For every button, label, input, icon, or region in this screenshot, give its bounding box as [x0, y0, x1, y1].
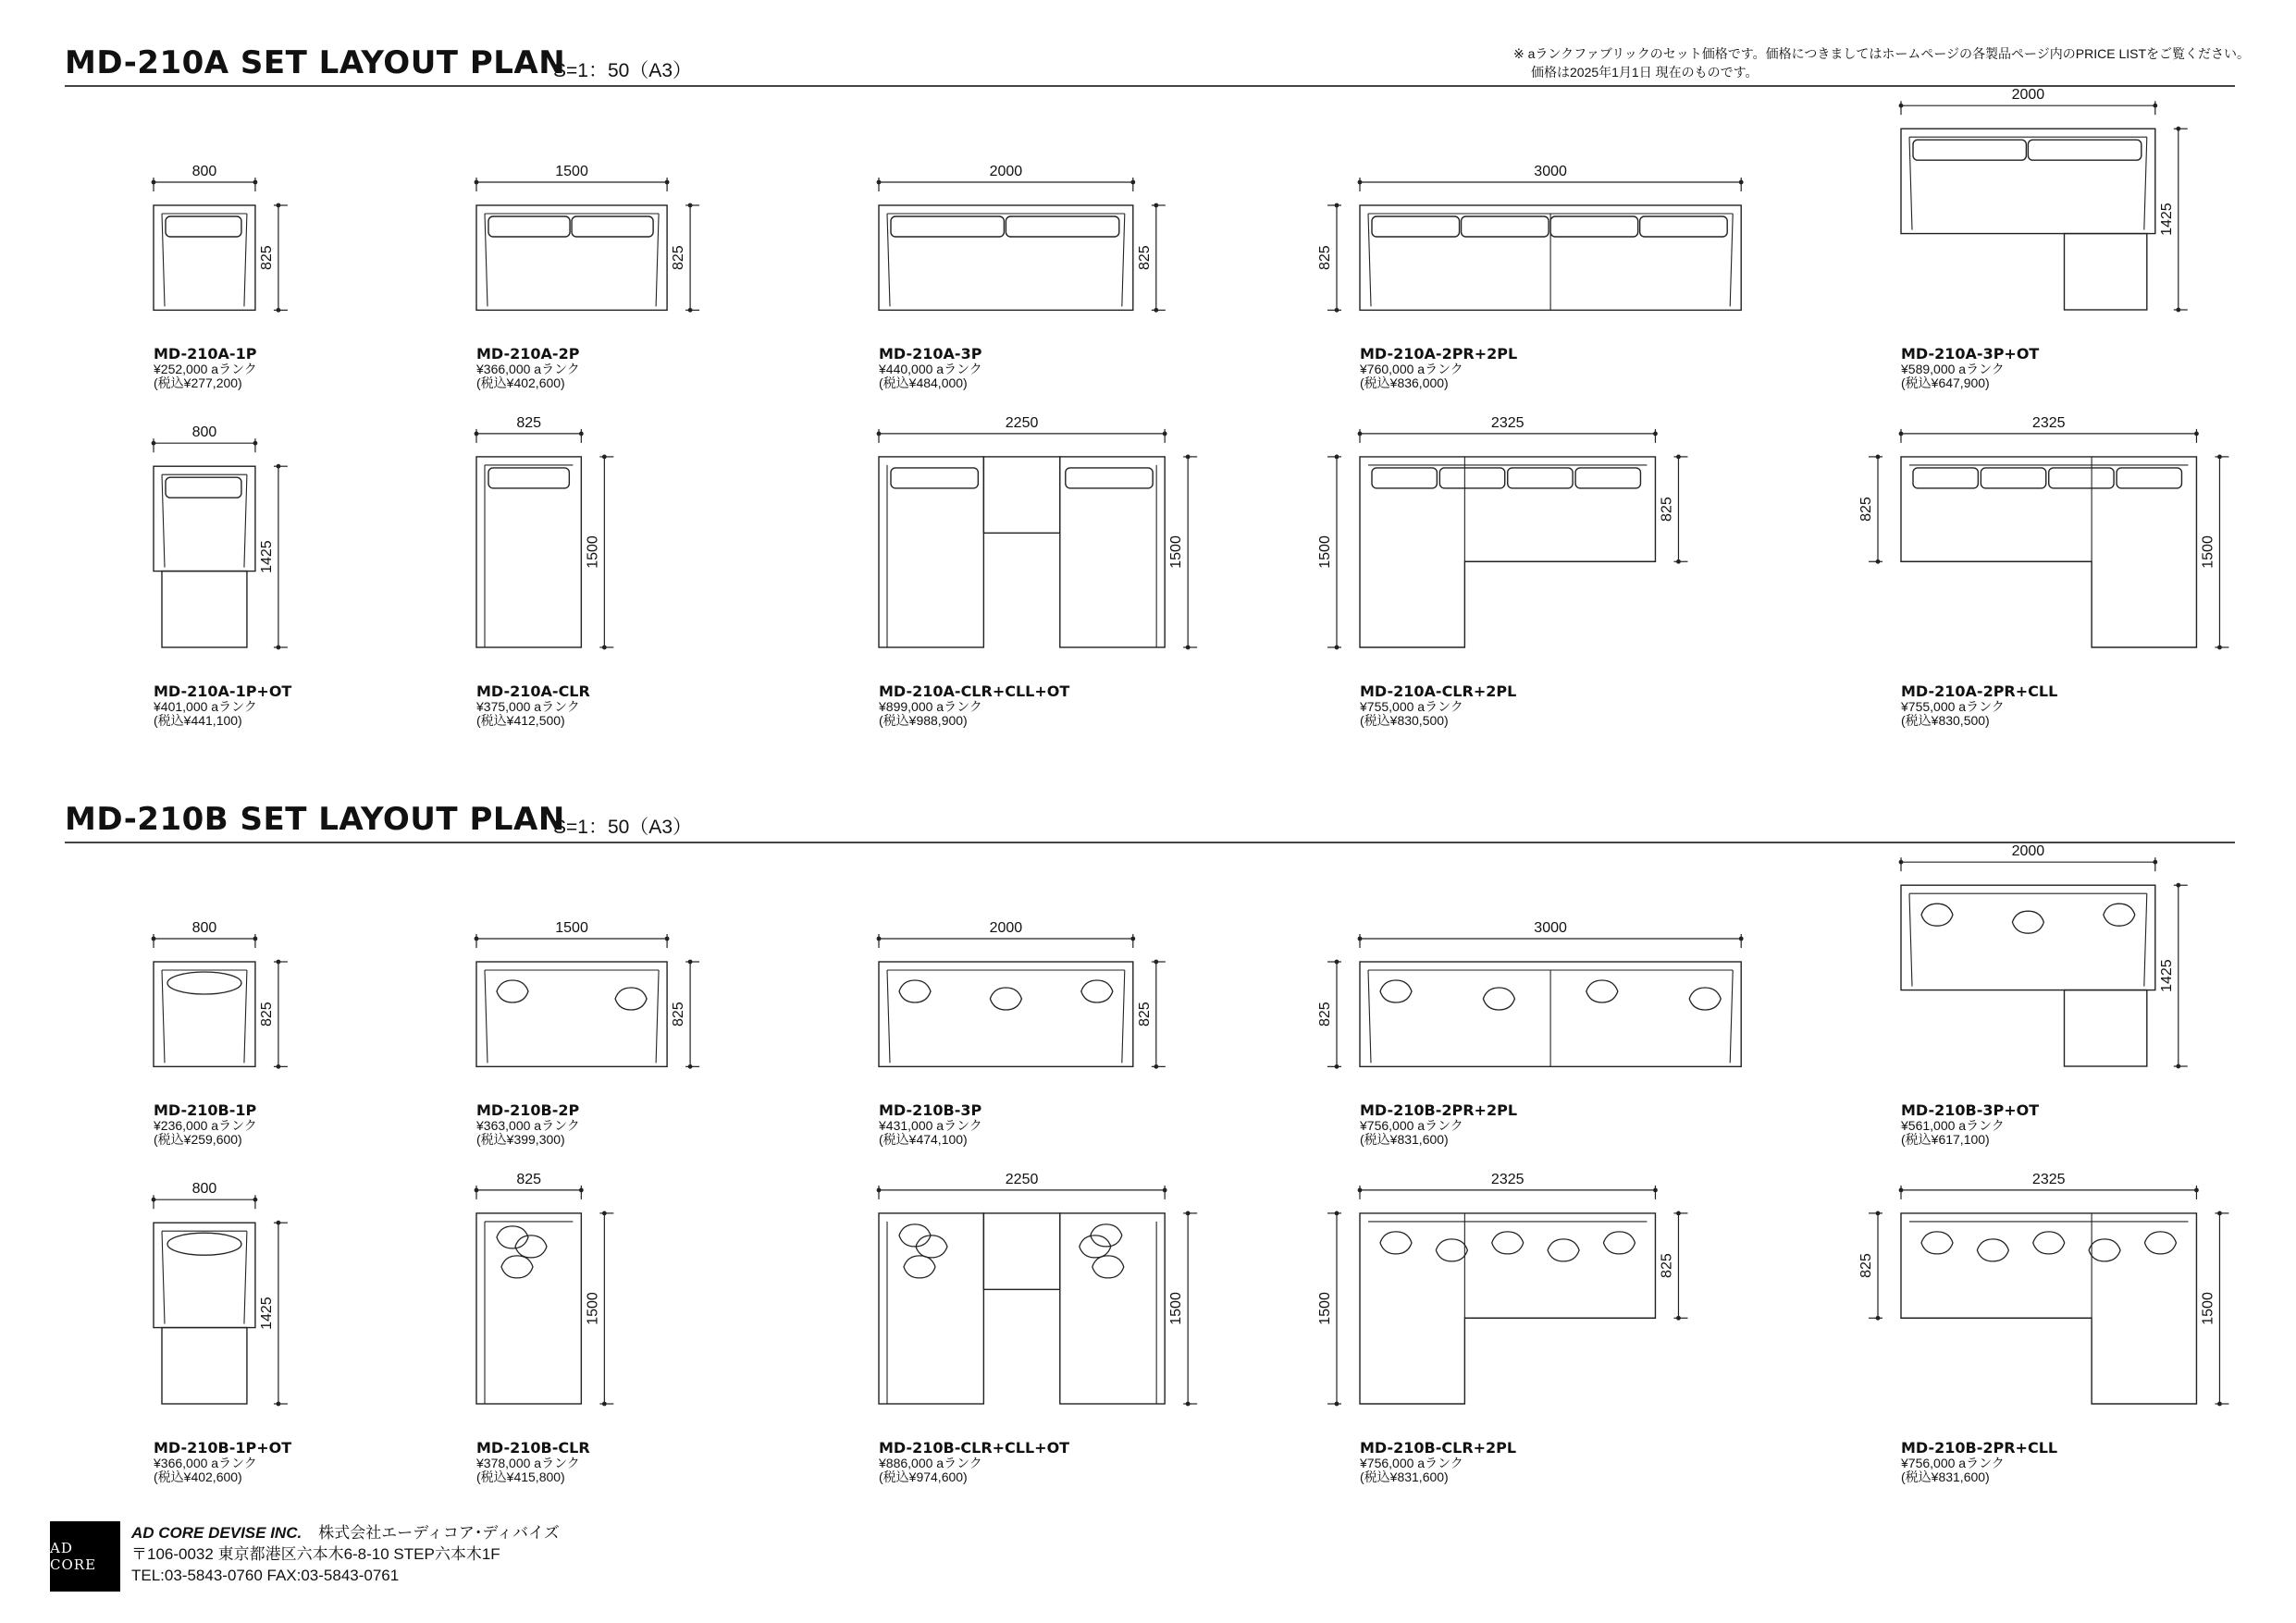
- product-price: ¥236,000 aランク: [154, 1118, 257, 1133]
- product-model: MD-210B-CLR+2PL: [1360, 1439, 1517, 1457]
- section-b-scale: S=1：50（A3）: [553, 817, 692, 838]
- product-tax: (税込¥484,000): [879, 375, 968, 390]
- product-model: MD-210A-3P+OT: [1901, 345, 2040, 363]
- dimension-dot: [2194, 1188, 2199, 1193]
- product-tax: (税込¥277,200): [154, 375, 242, 390]
- product-model: MD-210A-1P+OT: [154, 682, 292, 700]
- dimension-label: 825: [1136, 245, 1153, 271]
- dimension-label: 1500: [2200, 1292, 2216, 1325]
- dimension-label: 825: [258, 1002, 275, 1027]
- product-tax: (税込¥412,500): [476, 713, 565, 728]
- section-a-scale: S=1：50（A3）: [553, 60, 692, 81]
- product-model: MD-210B-2PR+2PL: [1360, 1101, 1518, 1119]
- product-price: ¥760,000 aランク: [1360, 362, 1463, 376]
- product-price: ¥756,000 aランク: [1360, 1456, 1463, 1470]
- product-model: MD-210A-1P: [154, 345, 257, 363]
- product-model: MD-210A-3P: [879, 345, 982, 363]
- dimension-label: 825: [1858, 1253, 1874, 1278]
- product-price: ¥252,000 aランク: [154, 362, 257, 376]
- ad-core-logo: [50, 1521, 120, 1592]
- product-tax: (税込¥974,600): [879, 1469, 968, 1484]
- product-tax: (税込¥831,600): [1360, 1469, 1449, 1484]
- product-tax: (税込¥474,100): [879, 1132, 968, 1147]
- pillow-cushion: [1977, 1239, 2008, 1261]
- product-price: ¥401,000 aランク: [154, 699, 257, 714]
- product-price: ¥899,000 aランク: [879, 699, 982, 714]
- product-model: MD-210A-2P: [476, 345, 580, 363]
- product-tax: (税込¥831,600): [1901, 1469, 1990, 1484]
- product-price: ¥375,000 aランク: [476, 699, 580, 714]
- dimension-label: 825: [1659, 497, 1675, 522]
- pillow-cushion: [2089, 1239, 2120, 1261]
- dimension-label: 825: [1659, 1253, 1675, 1278]
- dimension-label: 1425: [2158, 203, 2175, 236]
- logo-text: AD CORE: [50, 1540, 97, 1573]
- product-price: ¥366,000 aランク: [476, 362, 580, 376]
- plan-md-210b-2pr-cll: [1858, 1172, 2228, 1407]
- dimension-dot: [2217, 1211, 2222, 1216]
- company-name-jp: 株式会社エーディコア･ディバイズ: [318, 1524, 560, 1542]
- dimension-label: 1425: [258, 540, 275, 573]
- product-model: MD-210B-1P+OT: [154, 1439, 292, 1457]
- pillow-cushion: [1921, 1232, 1953, 1254]
- product-price: ¥755,000 aランク: [1901, 699, 2005, 714]
- dimension-dot: [1876, 1316, 1881, 1321]
- product-price: ¥366,000 aランク: [154, 1456, 257, 1470]
- dimension-label: 825: [516, 1171, 542, 1187]
- product-tax: (税込¥399,300): [476, 1132, 565, 1147]
- product-price: ¥378,000 aランク: [476, 1456, 580, 1470]
- product-tax: (税込¥402,600): [476, 375, 565, 390]
- dimension-dot: [2217, 1402, 2222, 1407]
- dimension-label: 800: [191, 164, 217, 179]
- dimension-label: 2000: [2011, 843, 2045, 860]
- company-contact: TEL:03-5843-0760 FAX:03-5843-0761: [131, 1567, 400, 1584]
- dimension-label: 825: [258, 245, 275, 271]
- product-model: MD-210A-CLR: [476, 682, 590, 700]
- dimension-label: 1500: [585, 535, 601, 569]
- product-model: MD-210A-2PR+CLL: [1901, 682, 2058, 700]
- price-note-line1: ※ aランクファブリックのセット価格です。価格につきましてはホームページの各製品ページ内のPRICE LISTをご覧ください。: [1513, 46, 2251, 61]
- product-tax: (税込¥830,500): [1360, 713, 1449, 728]
- product-tax: (税込¥441,100): [154, 713, 242, 728]
- dimension-label: 1500: [555, 164, 588, 179]
- dimension-label: 825: [1317, 1002, 1333, 1027]
- dimension-label: 825: [1858, 497, 1874, 522]
- product-model: MD-210B-3P: [879, 1101, 982, 1119]
- product-tax: (税込¥836,000): [1360, 375, 1449, 390]
- product-price: ¥756,000 aランク: [1360, 1118, 1463, 1133]
- product-model: MD-210B-2PR+CLL: [1901, 1439, 2058, 1457]
- dimension-label: 3000: [1534, 164, 1567, 179]
- dimension-label: 1500: [2200, 535, 2216, 569]
- product-tax: (税込¥415,800): [476, 1469, 565, 1484]
- product-model: MD-210A-2PR+2PL: [1360, 345, 1518, 363]
- product-price: ¥589,000 aランク: [1901, 362, 2005, 376]
- product-tax: (税込¥259,600): [154, 1132, 242, 1147]
- dimension-label: 1500: [555, 920, 588, 936]
- product-tax: (税込¥830,500): [1901, 713, 1990, 728]
- dimension-label: 2325: [1490, 1171, 1524, 1187]
- dimension-label: 1425: [2158, 959, 2175, 992]
- product-model: MD-210B-3P+OT: [1901, 1101, 2040, 1119]
- dimension-label: 2250: [1005, 1171, 1039, 1187]
- dimension-label: 1500: [585, 1292, 601, 1325]
- product-price: ¥363,000 aランク: [476, 1118, 580, 1133]
- dimension-label: 2250: [1005, 414, 1039, 431]
- product-price: ¥755,000 aランク: [1360, 699, 1463, 714]
- product-price: ¥431,000 aランク: [879, 1118, 982, 1133]
- dimension-label: 825: [1136, 1002, 1153, 1027]
- product-price: ¥561,000 aランク: [1901, 1118, 2005, 1133]
- corner-sofa-outline: [1901, 1213, 2196, 1404]
- dimension-label: 2325: [1490, 414, 1524, 431]
- dimension-label: 825: [516, 414, 542, 431]
- product-tax: (税込¥402,600): [154, 1469, 242, 1484]
- section-b-title: MD-210B SET LAYOUT PLAN: [65, 801, 565, 838]
- product-model: MD-210A-CLR+CLL+OT: [879, 682, 1070, 700]
- product-price: ¥756,000 aランク: [1901, 1456, 2005, 1470]
- dimension-label: 3000: [1534, 920, 1567, 936]
- dimension-label: 825: [671, 1002, 687, 1027]
- dimension-label: 2325: [2031, 414, 2066, 431]
- section-a-title: MD-210A SET LAYOUT PLAN: [65, 44, 566, 81]
- dimension-label: 2000: [989, 164, 1023, 179]
- product-model: MD-210A-CLR+2PL: [1360, 682, 1517, 700]
- company-name-en: AD CORE DEVISE INC.: [131, 1524, 302, 1542]
- price-note-line2: 価格は2025年1月1日 現在のものです。: [1531, 65, 1759, 80]
- dimension-label: 825: [1317, 245, 1333, 271]
- dimension-label: 1500: [1168, 1292, 1185, 1325]
- dimension-label: 2000: [989, 920, 1023, 936]
- product-label: [1901, 1439, 2057, 1484]
- product-price: ¥886,000 aランク: [879, 1456, 982, 1470]
- dimension-label: 2000: [2011, 87, 2045, 104]
- dimension-dot: [1899, 1188, 1904, 1193]
- product-model: MD-210B-1P: [154, 1101, 257, 1119]
- dimension-label: 800: [191, 424, 217, 441]
- dimension-dot: [1876, 1211, 1881, 1216]
- product-tax: (税込¥617,100): [1901, 1132, 1990, 1147]
- product-model: MD-210B-CLR+CLL+OT: [879, 1439, 1070, 1457]
- pillow-cushion: [2144, 1232, 2176, 1254]
- company-info: [131, 1522, 560, 1586]
- product-tax: (税込¥831,600): [1360, 1132, 1449, 1147]
- company-address: 〒106-0032 東京都港区六本木6-8-10 STEP六本木1F: [131, 1545, 500, 1563]
- dimension-label: 800: [191, 920, 217, 936]
- dimension-label: 2325: [2031, 1171, 2066, 1187]
- product-tax: (税込¥647,900): [1901, 375, 1990, 390]
- product-price: ¥440,000 aランク: [879, 362, 982, 376]
- product-tax: (税込¥988,900): [879, 713, 968, 728]
- dimension-label: 825: [671, 245, 687, 271]
- dimension-label: 1500: [1317, 1292, 1333, 1325]
- product-model: MD-210B-2P: [476, 1101, 580, 1119]
- product-model: MD-210B-CLR: [476, 1439, 590, 1457]
- dimension-label: 1500: [1168, 535, 1185, 569]
- dimension-label: 1425: [258, 1297, 275, 1330]
- dimension-label: 1500: [1317, 535, 1333, 569]
- pillow-cushion: [2033, 1232, 2065, 1254]
- dimension-label: 800: [191, 1181, 217, 1198]
